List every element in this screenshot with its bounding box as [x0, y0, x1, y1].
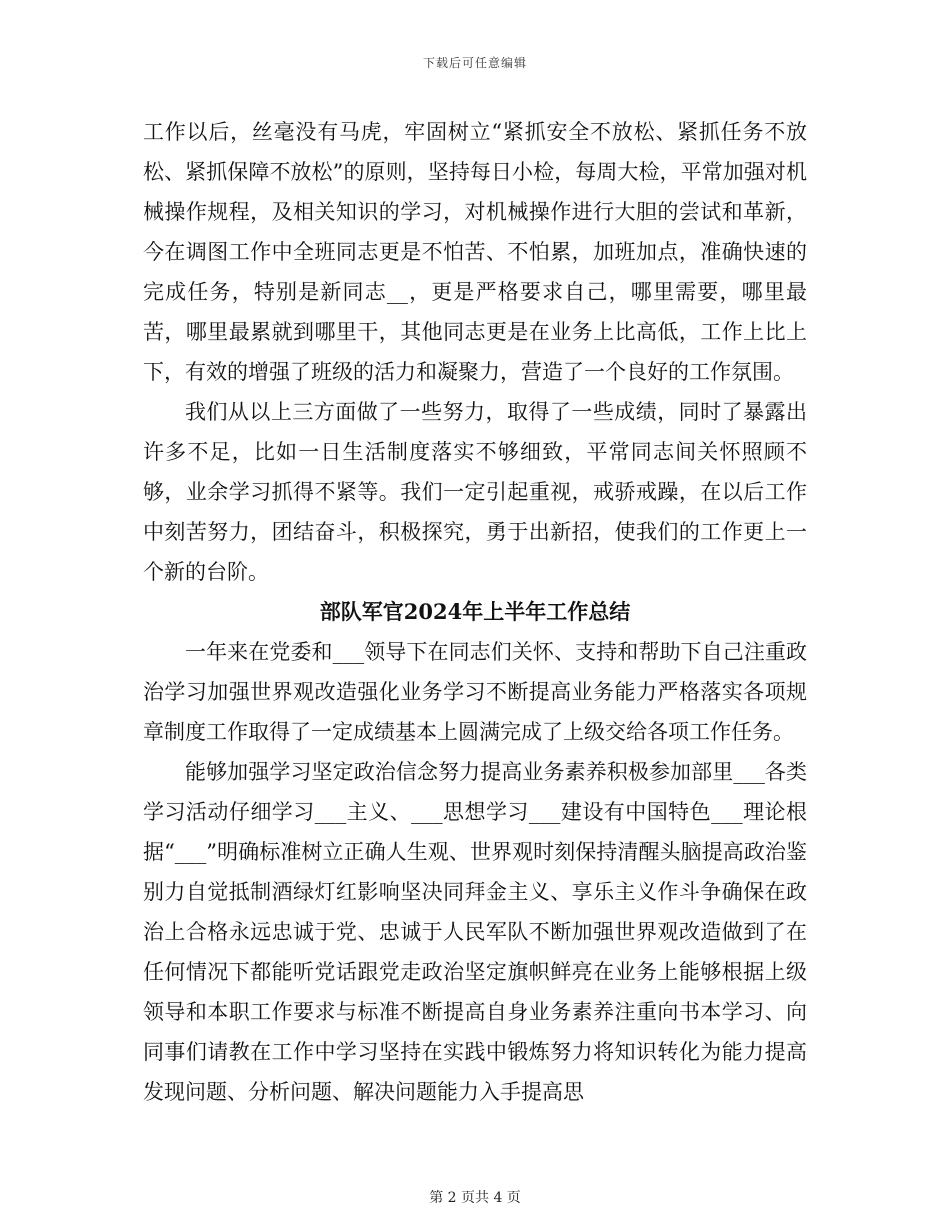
- paragraph-summary: 我们从以上三方面做了一些努力，取得了一些成绩，同时了暴露出许多不足，比如一日生活制度落实不够细致，平常同志间关怀照顾不够，业余学习抓得不紧等。我们一定引起重视，戒骄戒躁，在以后工作中刻苦努力，团结奋斗，积极探究，勇于出新招，使我们的工作更上一个新的台阶。: [143, 400, 807, 584]
- page-header: 下载后可任意编辑: [422, 56, 527, 70]
- section-title: 部队军官2024年上半年工作总结: [319, 599, 631, 624]
- document-body: [143, 112, 807, 1112]
- paragraph-study: 能够加强学习坚定政治信念努力提高业务素养积极参加部里___各类学习活动仔细学习___主义、___思想学习___建设有中国特色___理论根据“___”明确标准树立正确人生观、世界观时刻保持清醒头脑提高政治鉴别力自觉抵制酒绿灯红影响坚决同拜金主义、享乐主义作斗争确保在政治上合格永远忠诚于党、忠诚于人民军队不断加强世界观改造做到了在任何情况下都能听党话跟党走政治坚定旗帜鲜亮在业务上能够根据上级领导和本职工作要求与标准不断提高自身业务素养注重向书本学习、向同事们请教在工作中学习坚持在实践中锻炼努力将知识转化为能力提高发现问题、分析问题、解决问题能力入手提高思: [143, 760, 807, 1104]
- page-number: 第 2 页共 4 页: [429, 1190, 521, 1206]
- paragraph-continuation: 工作以后，丝毫没有马虎，牢固树立“紧抓安全不放松、紧抓任务不放松、紧抓保障不放松”的原则，坚持每日小检，每周大检，平常加强对机械操作规程，及相关知识的学习，对机械操作进行大胆的尝试和革新，今在调图工作中全班同志更是不怕苦、不怕累，加班加点，准确快速的完成任务，特别是新同志__，更是严格要求自己，哪里需要，哪里最苦，哪里最累就到哪里干，其他同志更是在业务上比高低，工作上比上下，有效的增强了班级的活力和凝聚力，营造了一个良好的工作氛围。: [143, 120, 807, 384]
- paragraph-intro: 一年来在党委和___领导下在同志们关怀、支持和帮助下自己注重政治学习加强世界观改造强化业务学习不断提高业务能力严格落实各项规章制度工作取得了一定成绩基本上圆满完成了上级交给各项工作任务。: [143, 640, 807, 744]
